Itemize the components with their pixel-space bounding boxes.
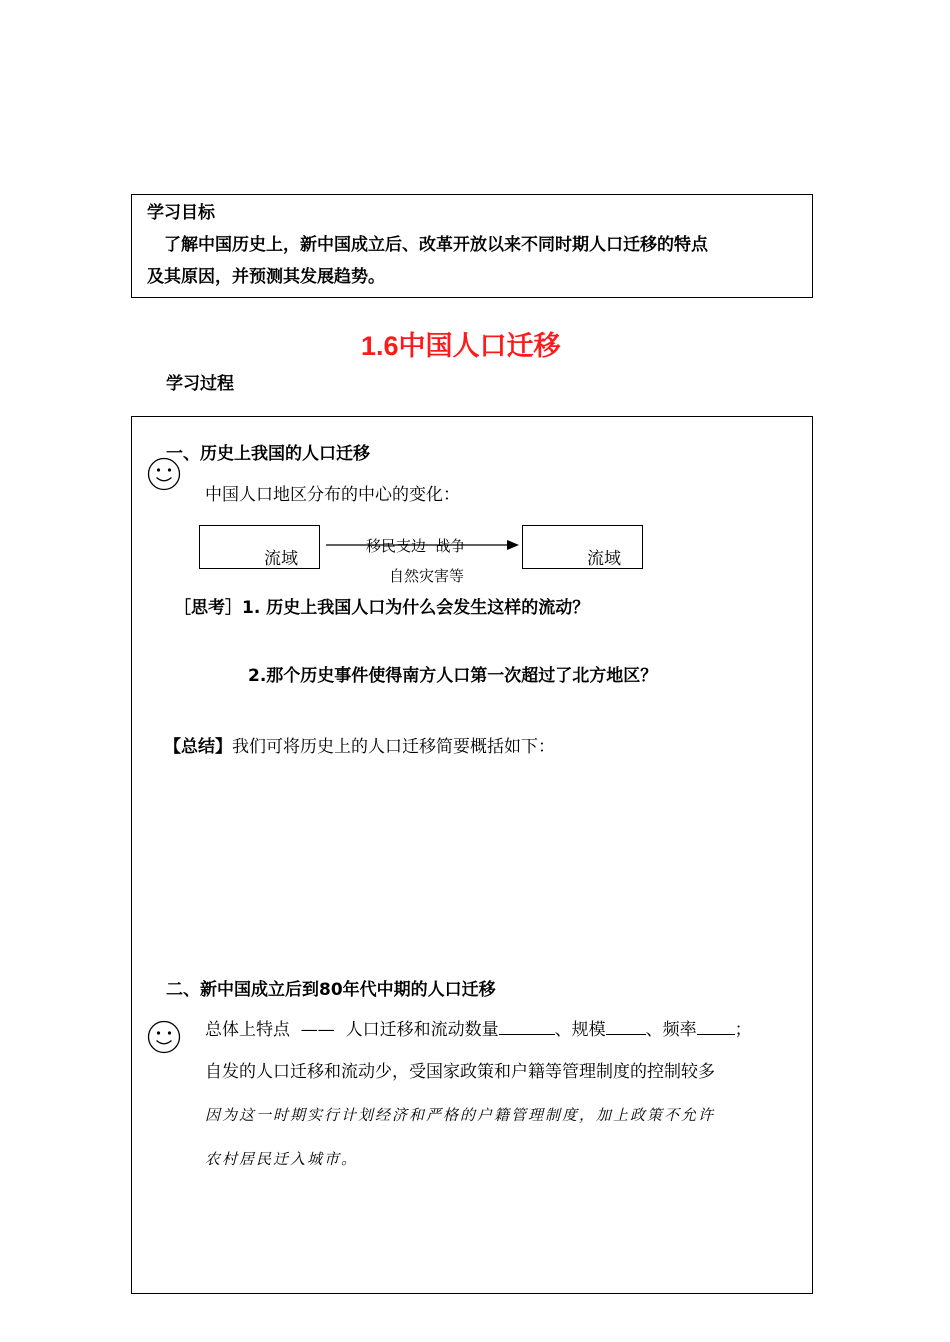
quantity-blank [499,1020,555,1035]
objectives-line1: 了解中国历史上，新中国成立后、改革开放以来不同时期人口迁移的特点 [164,235,708,255]
line1-end: ； [734,1020,752,1040]
summary-text: 我们可将历史上的人口迁移简要概括如下： [232,737,555,757]
think-question-2: 2.那个历史事件使得南方人口第一次超过了北方地区？ [248,666,658,686]
scale-blank [606,1020,646,1035]
right-basin-label: 流域 [587,549,621,569]
objectives-line2: 及其原因，并预测其发展趋势。 [147,267,385,287]
frequency-blank [697,1020,735,1035]
page-title: 1.6中国人口迁移 [361,331,561,361]
smiley-icon [147,1020,181,1054]
section2-line2: 自发的人口迁移和流动少，受国家政策和户籍等管理制度的控制较多 [205,1062,715,1082]
summary-line [164,737,555,757]
section2-line1 [205,1020,752,1040]
think-question-1: ［思考］1. 历史上我国人口为什么会发生这样的流动？ [174,598,590,618]
left-basin-label: 流域 [264,549,298,569]
section2-heading: 二、新中国成立后到80年代中期的人口迁移 [166,980,496,1000]
section2-line3: 因为这一时期实行计划经济和严格的户籍管理制度，加上政策不允许 [205,1106,716,1124]
left-blank [212,554,260,569]
features-label: 总体上特点 —— 人口迁移和流动数量 [205,1020,499,1040]
frequency-label: 、频率 [645,1020,697,1040]
arrow-bottom-label: 自然灾害等 [389,567,465,585]
objectives-heading: 学习目标 [147,203,215,223]
section2-line4: 农村居民迁入城市。 [205,1150,359,1168]
section1-subtitle: 中国人口地区分布的中心的变化： [205,485,460,505]
right-blank [535,554,583,569]
scale-label: 、规模 [554,1020,606,1040]
summary-tag: 【总结】 [164,737,232,757]
process-label: 学习过程 [166,374,234,394]
arrow-top-label: 移民支边 战争 [366,537,466,555]
section1-heading: 一、历史上我国的人口迁移 [166,444,370,464]
